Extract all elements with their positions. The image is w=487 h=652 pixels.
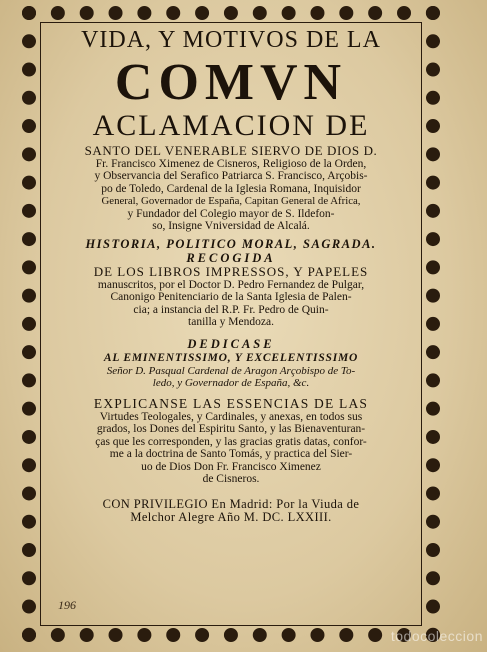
- sources-line: manuscritos, por el Doctor D. Pedro Fernandez de Pulgar,: [97, 278, 365, 291]
- subject-line: y Observancia del Serafico Patriarca S. Francisco, Arçobis-: [94, 170, 368, 183]
- sources-line: tanilla y Mendoza.: [188, 316, 274, 329]
- genre-line: HISTORIA, POLITICO MORAL, SAGRADA.: [85, 236, 377, 251]
- explanation-line: de Cisneros.: [202, 473, 260, 486]
- imprint-line: Melchor Alegre Año M. DC. LXXIII.: [130, 510, 332, 525]
- subject-line: so, Insigne Vniversidad de Alcalá.: [152, 220, 310, 233]
- title-page: [46, 26, 416, 525]
- recogida-line: RECOGIDA: [186, 250, 276, 265]
- dedication-line: ledo, y Governador de España, &c.: [152, 376, 310, 389]
- sources-line: cia; a instancia del R.P. Fr. Pedro de Quin-: [133, 303, 329, 316]
- sources-line: DE LOS LIBROS IMPRESSOS, Y PAPELES: [93, 263, 369, 279]
- subject-paragraph: [46, 144, 416, 233]
- title-line-3: ACLAMACION DE: [92, 109, 370, 143]
- subject-line: SANTO DEL VENERABLE SIERVO DE DIOS D.: [84, 143, 378, 159]
- explanation-line: grados, los Dones del Espiritu Santo, y las Bienaventuran-: [96, 423, 366, 436]
- explanation-line: Virtudes Teologales, y Cardinales, y anexas, en todos sus: [99, 410, 363, 423]
- title-line-1: VIDA, Y MOTIVOS DE LA: [81, 27, 381, 53]
- explanation-line: ças que les corresponden, y las gracias gratis datas, confor-: [95, 435, 367, 448]
- dedication-paragraph: [46, 351, 416, 389]
- sources-line: Canonigo Penitenciario de la Santa Iglesia de Palen-: [110, 291, 352, 304]
- title-line-2: COMVN: [114, 54, 348, 111]
- imprint-line: CON PRIVILEGIO En Madrid: Por la Viuda de: [102, 496, 360, 511]
- explanation-line: me a la doctrina de Santo Tomás, y practica del Sier-: [109, 448, 353, 461]
- dedication-line: AL EMINENTISSIMO, Y EXCELENTISSIMO: [103, 351, 359, 364]
- explanation-line: EXPLICANSE LAS ESSENCIAS DE LAS: [93, 395, 369, 411]
- dedication-line: Señor D. Pasqual Cardenal de Aragon Arçobispo de To-: [106, 364, 356, 377]
- dedicase-line: DEDICASE: [187, 336, 275, 351]
- watermark: todocoleccion: [390, 628, 483, 644]
- subject-line: y Fundador del Colegio mayor de S. Ildefon-: [127, 207, 335, 220]
- sources-paragraph: [46, 265, 416, 329]
- subject-line: Fr. Francisco Ximenez de Cisneros, Religioso de la Orden,: [95, 157, 367, 170]
- explanation-line: uo de Dios Don Fr. Francisco Ximenez: [141, 460, 321, 473]
- subject-line: po de Toledo, Cardenal de la Iglesia Romana, Inquisidor: [101, 182, 361, 195]
- imprint: [46, 498, 416, 525]
- handwritten-number: 196: [58, 598, 76, 612]
- subject-line: General, Governador de España, Capitan General de Africa,: [101, 195, 361, 208]
- explanation-paragraph: [46, 397, 416, 486]
